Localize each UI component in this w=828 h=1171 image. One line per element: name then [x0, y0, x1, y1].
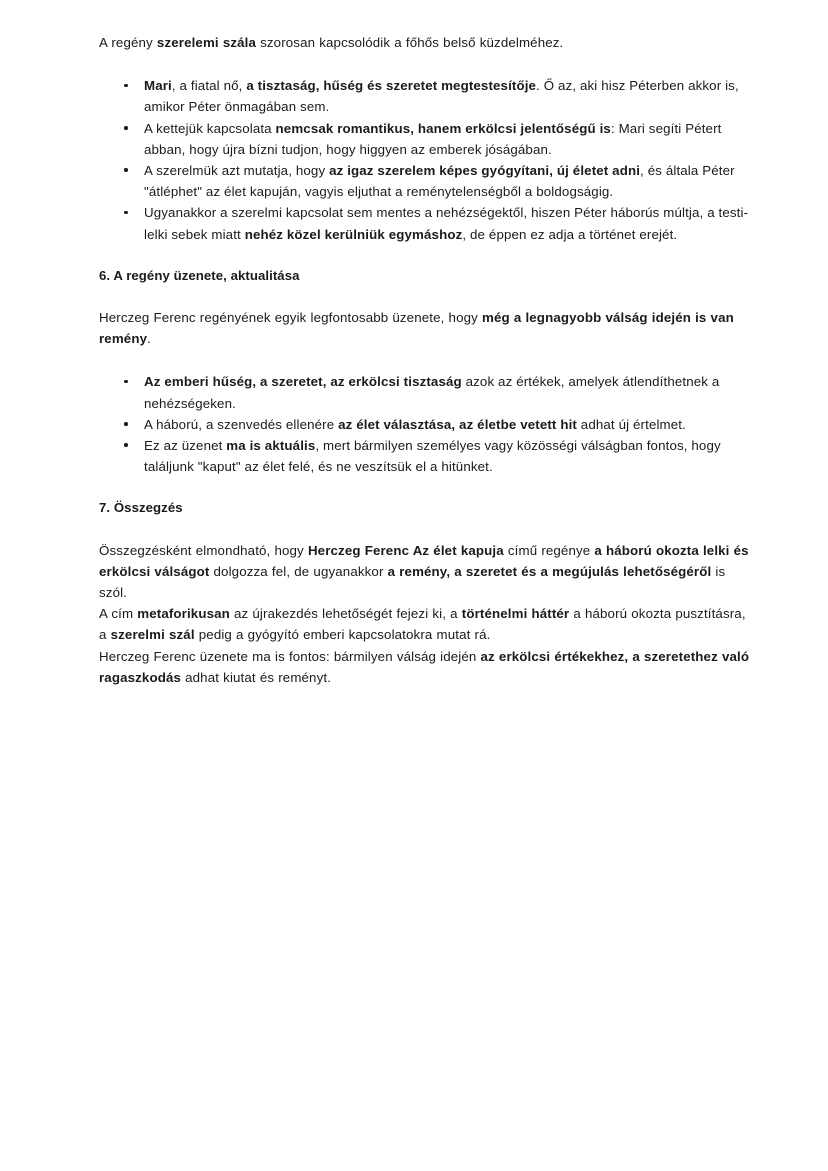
list-item-text — [144, 374, 719, 410]
plain-text: , a fiatal nő, — [171, 78, 247, 94]
list-item-text — [144, 417, 686, 432]
spacer — [99, 245, 756, 265]
bullet-icon — [124, 211, 128, 215]
plain-text: : Mari segíti Pétert abban, hogy újra bízni tudjon, hogy higgyen az emberek jóságában. — [144, 120, 722, 157]
emphasis-text: metaforikusan — [137, 606, 230, 622]
section-6-heading: 6. A regény üzenete, aktualitása — [99, 267, 300, 283]
section-7-paragraph-2 — [99, 603, 756, 645]
section-7-paragraph-3 — [99, 646, 756, 688]
list-item — [99, 202, 756, 244]
spacer — [99, 286, 756, 307]
list-item — [99, 118, 756, 160]
spacer — [99, 349, 756, 371]
plain-text: . Ő az, aki hisz Péterben akkor is, amikor Péter önmagában sem. — [144, 78, 739, 115]
plain-text: Összegzésként elmondható, hogy — [99, 542, 308, 558]
lead-paragraph — [99, 32, 756, 53]
list-item-text — [144, 78, 739, 114]
bullet-icon — [124, 126, 128, 130]
plain-text: A cím — [99, 606, 138, 622]
emphasis-text: a remény, a szeretet és a megújulás lehetőségéről — [387, 563, 712, 579]
document-body — [99, 32, 756, 688]
emphasis-text: még a legnagyobb válság idején is van remény — [99, 310, 734, 347]
emphasis-text: nemcsak romantikus, hanem erkölcsi jelentőségű is — [275, 120, 611, 136]
plain-text: , de éppen ez adja a történet erejét. — [462, 226, 678, 242]
spacer — [99, 519, 756, 540]
plain-text: az újrakezdés lehetőségét fejezi ki, a — [229, 606, 462, 622]
plain-text: szorosan kapcsolódik a főhős belső küzdelméhez. — [256, 35, 564, 50]
section-6-list — [99, 371, 756, 477]
bullet-icon — [124, 380, 128, 384]
emphasis-text: az élet választása, az életbe vetett hit — [338, 416, 577, 432]
emphasis-text: Mari — [144, 78, 172, 94]
emphasis-text: Az emberi hűség, a szeretet, az erkölcsi tisztaság — [144, 374, 462, 390]
list-item — [99, 371, 756, 413]
section-6-paragraph — [99, 307, 756, 349]
list-item — [99, 414, 756, 435]
list-item-text — [144, 205, 748, 241]
bullet-icon — [124, 168, 128, 172]
emphasis-text: szerelmi szál — [110, 627, 195, 643]
plain-text: adhat kiutat és reményt. — [181, 669, 332, 685]
plain-text: , mert bármilyen személyes vagy közösségi válságban fontos, hogy találjunk "kaput" az élet felé, és ne veszítsük el a hitünket. — [144, 438, 721, 475]
plain-text: adhat új értelmet. — [576, 416, 686, 432]
list-item — [99, 435, 756, 477]
plain-text: című regénye — [503, 542, 595, 558]
spacer — [99, 477, 756, 497]
list-item — [99, 160, 756, 202]
emphasis-text: Herczeg Ferenc Az élet kapuja — [307, 542, 504, 558]
plain-text: Herczeg Ferenc regényének egyik legfontosabb üzenete, hogy — [99, 310, 482, 326]
plain-text: Herczeg Ferenc üzenete ma is fontos: bármilyen válság idején — [99, 648, 481, 664]
plain-text: . — [147, 331, 151, 347]
emphasis-text: az erkölcsi értékekhez, a szeretethez való ragaszkodás — [99, 648, 750, 685]
plain-text: is szól. — [99, 563, 726, 601]
section-7-paragraph-1 — [99, 540, 756, 604]
plain-text: , és általa Péter "átléphet" az élet kapuján, vagyis eljuthat a reménytelenségből a boldogságig. — [144, 163, 735, 200]
emphasis-text: történelmi háttér — [461, 606, 570, 622]
plain-text: A kettejük kapcsolata — [144, 120, 276, 136]
plain-text: dolgozza fel, de ugyanakkor — [209, 563, 388, 579]
emphasis-text: a háború okozta lelki és erkölcsi válságot — [99, 542, 749, 579]
plain-text: pedig a gyógyító emberi kapcsolatokra mutat rá. — [194, 627, 491, 643]
bullet-icon — [124, 422, 128, 426]
emphasis-text: ma is aktuális — [226, 438, 316, 454]
plain-text: A szerelmük azt mutatja, hogy — [144, 163, 330, 179]
list-item — [99, 75, 756, 117]
plain-text: a háború okozta pusztításra, a — [99, 606, 746, 643]
emphasis-text: nehéz közel kerülniük egymáshoz — [244, 226, 463, 242]
list-item-text — [144, 121, 721, 157]
list-item-text — [144, 163, 735, 199]
emphasis-text: az igaz szerelem képes gyógyítani, új életet adni — [329, 163, 641, 179]
list-item-text — [144, 438, 721, 474]
plain-text: Ez az üzenet — [144, 438, 227, 454]
plain-text: A regény — [99, 35, 157, 50]
section-7-heading: 7. Összegzés — [99, 500, 183, 516]
spacer — [99, 53, 756, 75]
emphasis-text: a tisztaság, hűség és szeretet megtestesítője — [246, 78, 537, 94]
emphasis-text: szerelemi szála — [156, 35, 257, 50]
plain-text: azok az értékek, amelyek átlendíthetnek a nehézségeken. — [144, 374, 720, 411]
bullet-icon — [124, 84, 128, 88]
bullet-icon — [124, 443, 128, 447]
plain-text: Ugyanakkor a szerelmi kapcsolat sem mentes a nehézségektől, hiszen Péter háborús múltja, a testi-lelki sebek miatt — [144, 205, 749, 242]
plain-text: A háború, a szenvedés ellenére — [144, 416, 339, 432]
love-thread-list — [99, 75, 756, 245]
